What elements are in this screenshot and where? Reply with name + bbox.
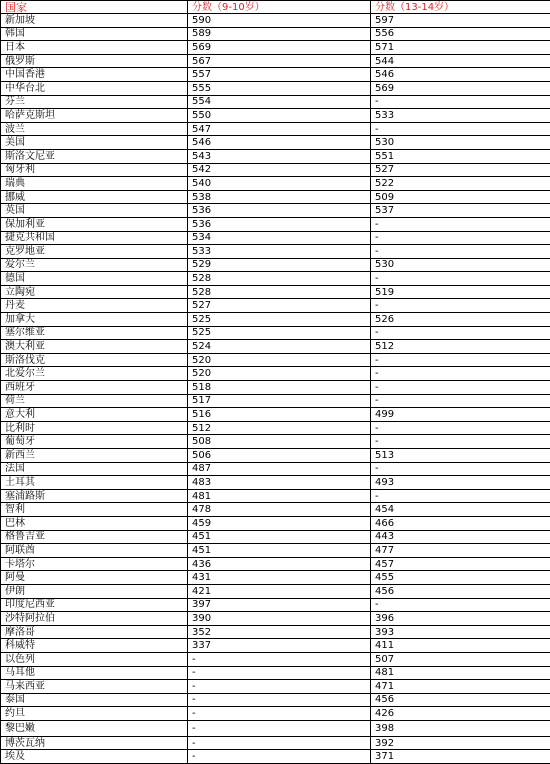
cell-score-age-9-10[interactable]: 550	[188, 109, 371, 123]
cell-score-age-13-14[interactable]: -	[371, 435, 550, 449]
cell-score-age-13-14[interactable]: -	[371, 122, 550, 136]
cell-country[interactable]: 博茨瓦纳	[1, 736, 188, 750]
table-row	[1, 598, 550, 612]
cell-country[interactable]: 以色列	[1, 652, 188, 666]
cell-country[interactable]: 立陶宛	[1, 285, 188, 299]
table-row	[1, 720, 550, 736]
cell-score-age-13-14[interactable]: -	[371, 272, 550, 286]
cell-score-age-13-14[interactable]: -	[371, 95, 550, 109]
cell-score-age-9-10[interactable]: 506	[188, 449, 371, 463]
cell-score-age-13-14[interactable]: 393	[371, 625, 550, 639]
table-row	[1, 503, 550, 517]
cell-country[interactable]: 斯洛文尼亚	[1, 149, 188, 163]
cell-country[interactable]: 中华台北	[1, 81, 188, 95]
cell-score-age-9-10[interactable]: 590	[188, 14, 371, 28]
cell-score-age-9-10[interactable]: 528	[188, 272, 371, 286]
cell-score-age-9-10[interactable]: -	[188, 720, 371, 736]
table-row	[1, 639, 550, 653]
table-row	[1, 625, 550, 639]
cell-score-age-13-14[interactable]: 569	[371, 81, 550, 95]
cell-score-age-13-14[interactable]: 533	[371, 109, 550, 123]
cell-score-age-9-10[interactable]: 536	[188, 217, 371, 231]
cell-score-age-13-14[interactable]: -	[371, 381, 550, 395]
cell-country[interactable]: 塞尔维亚	[1, 326, 188, 340]
cell-score-age-9-10[interactable]: 520	[188, 367, 371, 381]
cell-score-age-13-14[interactable]: 509	[371, 190, 550, 204]
table-row	[1, 163, 550, 177]
cell-score-age-13-14[interactable]: 507	[371, 652, 550, 666]
cell-score-age-13-14[interactable]: 411	[371, 639, 550, 653]
cell-score-age-13-14[interactable]: 556	[371, 27, 550, 41]
table-row	[1, 449, 550, 463]
cell-score-age-9-10[interactable]: 431	[188, 571, 371, 585]
cell-country[interactable]: 意大利	[1, 408, 188, 422]
cell-score-age-9-10[interactable]: 352	[188, 625, 371, 639]
table-row	[1, 489, 550, 503]
cell-score-age-9-10[interactable]: 483	[188, 476, 371, 490]
cell-country[interactable]: 塞浦路斯	[1, 489, 188, 503]
table-row	[1, 666, 550, 680]
cell-score-age-9-10[interactable]: 517	[188, 394, 371, 408]
cell-score-age-13-14[interactable]: 551	[371, 149, 550, 163]
table-row	[1, 353, 550, 367]
cell-country[interactable]: 韩国	[1, 27, 188, 41]
cell-score-age-9-10[interactable]: 547	[188, 122, 371, 136]
table-row	[1, 707, 550, 721]
cell-score-age-9-10[interactable]: 527	[188, 299, 371, 313]
cell-country[interactable]: 沙特阿拉伯	[1, 612, 188, 626]
cell-score-age-9-10[interactable]: -	[188, 750, 371, 764]
cell-score-age-9-10[interactable]: 516	[188, 408, 371, 422]
cell-score-age-9-10[interactable]: -	[188, 707, 371, 721]
cell-score-age-9-10[interactable]: -	[188, 666, 371, 680]
cell-score-age-13-14[interactable]: 571	[371, 41, 550, 55]
cell-score-age-13-14[interactable]: 456	[371, 584, 550, 598]
table-row	[1, 217, 550, 231]
cell-country[interactable]: 阿曼	[1, 571, 188, 585]
table-row	[1, 258, 550, 272]
table-row	[1, 516, 550, 530]
table-row	[1, 231, 550, 245]
cell-country[interactable]: 埃及	[1, 750, 188, 764]
cell-score-age-9-10[interactable]: 543	[188, 149, 371, 163]
header-country[interactable]: 国家	[1, 1, 188, 14]
cell-country[interactable]: 挪威	[1, 190, 188, 204]
cell-score-age-9-10[interactable]: 481	[188, 489, 371, 503]
cell-country[interactable]: 捷克共和国	[1, 231, 188, 245]
cell-score-age-9-10[interactable]: 540	[188, 177, 371, 191]
table-row	[1, 326, 550, 340]
table-row	[1, 476, 550, 490]
cell-score-age-9-10[interactable]: -	[188, 736, 371, 750]
header-score-age-13-14[interactable]: 分数（13-14岁）	[371, 1, 550, 14]
cell-score-age-9-10[interactable]: 421	[188, 584, 371, 598]
cell-country[interactable]: 英国	[1, 204, 188, 218]
table-row	[1, 750, 550, 764]
cell-score-age-9-10[interactable]: 529	[188, 258, 371, 272]
table-row	[1, 530, 550, 544]
table-row	[1, 14, 550, 28]
cell-country[interactable]: 格鲁吉亚	[1, 530, 188, 544]
cell-score-age-9-10[interactable]: 478	[188, 503, 371, 517]
cell-country[interactable]: 约旦	[1, 707, 188, 721]
cell-country[interactable]: 哈萨克斯坦	[1, 109, 188, 123]
cell-score-age-13-14[interactable]: -	[371, 367, 550, 381]
cell-country[interactable]: 巴林	[1, 516, 188, 530]
cell-score-age-13-14[interactable]: 513	[371, 449, 550, 463]
cell-score-age-9-10[interactable]: -	[188, 680, 371, 694]
cell-country[interactable]: 加拿大	[1, 313, 188, 327]
table-row	[1, 109, 550, 123]
cell-country[interactable]: 荷兰	[1, 394, 188, 408]
cell-country[interactable]: 斯洛伐克	[1, 353, 188, 367]
cell-score-age-9-10[interactable]: 451	[188, 544, 371, 558]
cell-score-age-9-10[interactable]: 567	[188, 54, 371, 68]
table-row	[1, 571, 550, 585]
cell-score-age-13-14[interactable]: 519	[371, 285, 550, 299]
header-score-age-9-10[interactable]: 分数（9-10岁）	[188, 1, 371, 14]
cell-score-age-13-14[interactable]: 544	[371, 54, 550, 68]
cell-score-age-13-14[interactable]: 546	[371, 68, 550, 82]
cell-score-age-9-10[interactable]: 487	[188, 462, 371, 476]
table-row	[1, 394, 550, 408]
cell-country[interactable]: 澳大利亚	[1, 340, 188, 354]
cell-score-age-9-10[interactable]: 397	[188, 598, 371, 612]
cell-score-age-9-10[interactable]: 542	[188, 163, 371, 177]
table-row	[1, 557, 550, 571]
cell-country[interactable]: 科威特	[1, 639, 188, 653]
cell-score-age-13-14[interactable]: 471	[371, 680, 550, 694]
cell-score-age-9-10[interactable]: 534	[188, 231, 371, 245]
cell-score-age-9-10[interactable]: 525	[188, 326, 371, 340]
cell-score-age-13-14[interactable]: 537	[371, 204, 550, 218]
cell-country[interactable]: 阿联酋	[1, 544, 188, 558]
cell-country[interactable]: 西班牙	[1, 381, 188, 395]
cell-country[interactable]: 新加坡	[1, 14, 188, 28]
cell-score-age-9-10[interactable]: -	[188, 693, 371, 707]
table-row	[1, 680, 550, 694]
cell-country[interactable]: 摩洛哥	[1, 625, 188, 639]
cell-score-age-9-10[interactable]: 451	[188, 530, 371, 544]
table-row	[1, 245, 550, 259]
cell-country[interactable]: 伊朗	[1, 584, 188, 598]
table-row	[1, 612, 550, 626]
table-row	[1, 313, 550, 327]
cell-country[interactable]: 瑞典	[1, 177, 188, 191]
cell-score-age-13-14[interactable]: 371	[371, 750, 550, 764]
cell-score-age-13-14[interactable]: -	[371, 394, 550, 408]
cell-score-age-13-14[interactable]: 455	[371, 571, 550, 585]
cell-score-age-13-14[interactable]: 398	[371, 720, 550, 736]
table-row	[1, 421, 550, 435]
cell-score-age-13-14[interactable]: 493	[371, 476, 550, 490]
cell-country[interactable]: 日本	[1, 41, 188, 55]
cell-score-age-13-14[interactable]: 530	[371, 258, 550, 272]
cell-score-age-13-14[interactable]: -	[371, 421, 550, 435]
cell-country[interactable]: 爱尔兰	[1, 258, 188, 272]
cell-country[interactable]: 黎巴嫩	[1, 720, 188, 736]
cell-score-age-13-14[interactable]: 457	[371, 557, 550, 571]
table-row	[1, 340, 550, 354]
cell-score-age-9-10[interactable]: 518	[188, 381, 371, 395]
table-row	[1, 462, 550, 476]
cell-score-age-13-14[interactable]: -	[371, 353, 550, 367]
cell-score-age-9-10[interactable]: 524	[188, 340, 371, 354]
cell-country[interactable]: 匈牙利	[1, 163, 188, 177]
table-row	[1, 381, 550, 395]
table-row	[1, 693, 550, 707]
cell-score-age-9-10[interactable]: 557	[188, 68, 371, 82]
table-row	[1, 177, 550, 191]
cell-score-age-9-10[interactable]: 520	[188, 353, 371, 367]
cell-score-age-9-10[interactable]: 390	[188, 612, 371, 626]
cell-score-age-13-14[interactable]: 426	[371, 707, 550, 721]
table-row	[1, 136, 550, 150]
cell-country[interactable]: 泰国	[1, 693, 188, 707]
cell-score-age-13-14[interactable]: -	[371, 462, 550, 476]
table-row	[1, 584, 550, 598]
cell-country[interactable]: 丹麦	[1, 299, 188, 313]
cell-score-age-13-14[interactable]: -	[371, 598, 550, 612]
table-row	[1, 95, 550, 109]
cell-country[interactable]: 保加利亚	[1, 217, 188, 231]
cell-country[interactable]: 智利	[1, 503, 188, 517]
cell-score-age-9-10[interactable]: 546	[188, 136, 371, 150]
table-row	[1, 272, 550, 286]
cell-score-age-9-10[interactable]: 512	[188, 421, 371, 435]
cell-score-age-9-10[interactable]: -	[188, 652, 371, 666]
cell-score-age-13-14[interactable]: -	[371, 326, 550, 340]
cell-score-age-13-14[interactable]: -	[371, 231, 550, 245]
cell-score-age-9-10[interactable]: 337	[188, 639, 371, 653]
cell-score-age-13-14[interactable]: 443	[371, 530, 550, 544]
table-row	[1, 81, 550, 95]
cell-score-age-9-10[interactable]: 569	[188, 41, 371, 55]
table-row	[1, 299, 550, 313]
table-row	[1, 367, 550, 381]
header-row	[1, 1, 550, 14]
table-row	[1, 435, 550, 449]
cell-score-age-13-14[interactable]: 477	[371, 544, 550, 558]
table-row	[1, 204, 550, 218]
cell-country[interactable]: 印度尼西亚	[1, 598, 188, 612]
table-row	[1, 544, 550, 558]
cell-country[interactable]: 俄罗斯	[1, 54, 188, 68]
cell-score-age-13-14[interactable]: 527	[371, 163, 550, 177]
cell-country[interactable]: 法国	[1, 462, 188, 476]
table-row	[1, 149, 550, 163]
cell-score-age-9-10[interactable]: 525	[188, 313, 371, 327]
cell-country[interactable]: 波兰	[1, 122, 188, 136]
cell-score-age-13-14[interactable]: 456	[371, 693, 550, 707]
table-row	[1, 54, 550, 68]
cell-score-age-13-14[interactable]: 466	[371, 516, 550, 530]
cell-score-age-13-14[interactable]: 526	[371, 313, 550, 327]
cell-score-age-9-10[interactable]: 554	[188, 95, 371, 109]
cell-country[interactable]: 美国	[1, 136, 188, 150]
cell-country[interactable]: 北爱尔兰	[1, 367, 188, 381]
table-row	[1, 68, 550, 82]
cell-score-age-13-14[interactable]: 512	[371, 340, 550, 354]
table-row	[1, 122, 550, 136]
cell-score-age-13-14[interactable]: -	[371, 489, 550, 503]
cell-score-age-13-14[interactable]: -	[371, 217, 550, 231]
table-row	[1, 41, 550, 55]
cell-country[interactable]: 土耳其	[1, 476, 188, 490]
table-row	[1, 652, 550, 666]
cell-score-age-13-14[interactable]: 522	[371, 177, 550, 191]
cell-score-age-9-10[interactable]: 436	[188, 557, 371, 571]
cell-country[interactable]: 马来西亚	[1, 680, 188, 694]
cell-country[interactable]: 克罗地亚	[1, 245, 188, 259]
table-row	[1, 190, 550, 204]
table-row	[1, 27, 550, 41]
cell-score-age-13-14[interactable]: 392	[371, 736, 550, 750]
cell-country[interactable]: 中国香港	[1, 68, 188, 82]
cell-country[interactable]: 葡萄牙	[1, 435, 188, 449]
cell-score-age-9-10[interactable]: 459	[188, 516, 371, 530]
cell-score-age-13-14[interactable]: 396	[371, 612, 550, 626]
cell-score-age-9-10[interactable]: 536	[188, 204, 371, 218]
cell-country[interactable]: 德国	[1, 272, 188, 286]
cell-score-age-13-14[interactable]: 499	[371, 408, 550, 422]
cell-score-age-13-14[interactable]: 530	[371, 136, 550, 150]
cell-score-age-9-10[interactable]: 528	[188, 285, 371, 299]
cell-score-age-13-14[interactable]: -	[371, 299, 550, 313]
cell-country[interactable]: 卡塔尔	[1, 557, 188, 571]
table-row	[1, 408, 550, 422]
cell-country[interactable]: 马耳他	[1, 666, 188, 680]
cell-score-age-13-14[interactable]: 597	[371, 14, 550, 28]
table-row	[1, 285, 550, 299]
cell-score-age-13-14[interactable]: 454	[371, 503, 550, 517]
cell-score-age-9-10[interactable]: 555	[188, 81, 371, 95]
cell-score-age-9-10[interactable]: 533	[188, 245, 371, 259]
cell-score-age-13-14[interactable]: 481	[371, 666, 550, 680]
table-row	[1, 736, 550, 750]
cell-score-age-13-14[interactable]: -	[371, 245, 550, 259]
cell-score-age-9-10[interactable]: 589	[188, 27, 371, 41]
cell-country[interactable]: 芬兰	[1, 95, 188, 109]
cell-score-age-9-10[interactable]: 538	[188, 190, 371, 204]
cell-country[interactable]: 比利时	[1, 421, 188, 435]
cell-country[interactable]: 新西兰	[1, 449, 188, 463]
cell-score-age-9-10[interactable]: 508	[188, 435, 371, 449]
